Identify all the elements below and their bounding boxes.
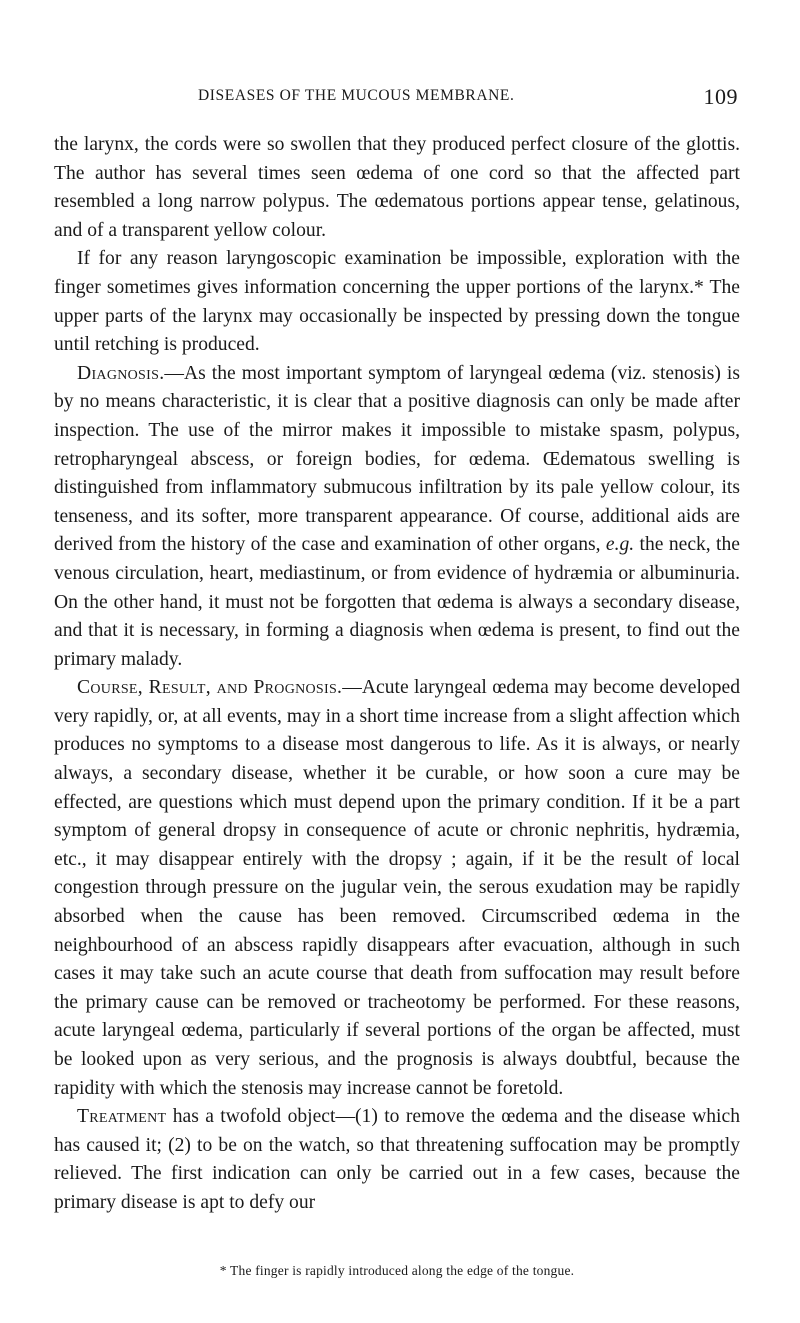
paragraph-text-continued: the neck, the venous circulation, heart, mediastinum, or from evidence of hydræmia or albuminuria. On the other hand, it must not be forgotten that œdema is always a secondary disease, and that it is necessary, in forming a diagnosis when œdema is present, to find out the primary malady. [54, 534, 740, 670]
section-heading-course: Course, Result, and Prognosis. [77, 677, 343, 699]
paragraph-text: —Acute laryngeal œdema may become developed very rapidly, or, at all events, may in a short time increase from a slight affection which produces no symptoms to a disease most dangerous to life. As it is always, or nearly always, a secondary disease, whether it be curable, or how soon a cure may be effected, are questions which must depend upon the primary condition. If it be a part symptom of general dropsy in consequence of acute or chronic nephritis, hydræmia, etc., it may disappear entirely with the dropsy ; again, if it be the result of local congestion through pressure on the jugular vein, the serous exudation may be rapidly absorbed when the cause has been removed. Circumscribed œdema in the neighbourhood of an abscess rapidly disappears after evacuation, although in such cases it may take such an acute course that death from suffocation may result before the primary cause can be removed or tracheotomy be performed. For these reasons, acute laryngeal œdema, particularly if several portions of the organ be affected, must be looked upon as very serious, and the prognosis is always doubtful, because the rapidity with which the stenosis may increase cannot be foretold. [54, 677, 740, 1099]
paragraph-exploration [54, 245, 740, 359]
paragraph-course-result-prognosis [54, 674, 740, 1103]
paragraph-text: —As the most important symptom of laryngeal œdema (viz. stenosis) is by no means characteristic, it is clear that a positive diagnosis can only be made after inspection. The use of the mirror makes it impossible to mistake spasm, polypus, retropharyngeal abscess, or foreign bodies, for œdema. Œdematous swelling is distinguished from inflammatory submucous infiltration by its pale yellow colour, its tenseness, and its softer, more transparent appearance. Of course, additional aids are derived from the history of the case and examination of other organs, [54, 362, 740, 556]
emphasis-eg: e.g. [605, 534, 635, 556]
section-heading-diagnosis: Diagnosis. [77, 362, 165, 384]
footnote: * The finger is rapidly introduced along the edge of the tongue. [219, 1263, 575, 1278]
paragraph-continuation [54, 131, 740, 245]
section-heading-treatment: Treatment [77, 1106, 167, 1128]
paragraph-diagnosis [54, 360, 740, 675]
paragraph-treatment [54, 1103, 740, 1217]
page-number: 109 [703, 84, 738, 109]
running-title: DISEASES OF THE MUCOUS MEMBRANE. [198, 87, 515, 104]
paragraph-text: has a twofold object—(1) to remove the œdema and the disease which has caused it; (2) to be on the watch, so that threatening suffocation may be promptly relieved. The first indication can only be carried out in a few cases, because the primary disease is apt to defy our [54, 1106, 740, 1213]
paragraph-text: If for any reason laryngoscopic examination be impossible, exploration with the finger sometimes gives information concerning the upper portions of the larynx.* The upper parts of the larynx may occasionally be inspected by pressing down the tongue until retching is produced. [54, 248, 740, 356]
paragraph-text: the larynx, the cords were so swollen that they produced perfect closure of the glottis. The author has several times seen œdema of one cord so that the affected part resembled a long narrow polypus. The œdematous portions appear tense, gelatinous, and of a transparent yellow colour. [54, 134, 740, 241]
running-head [198, 84, 738, 114]
body-text [54, 131, 740, 1218]
